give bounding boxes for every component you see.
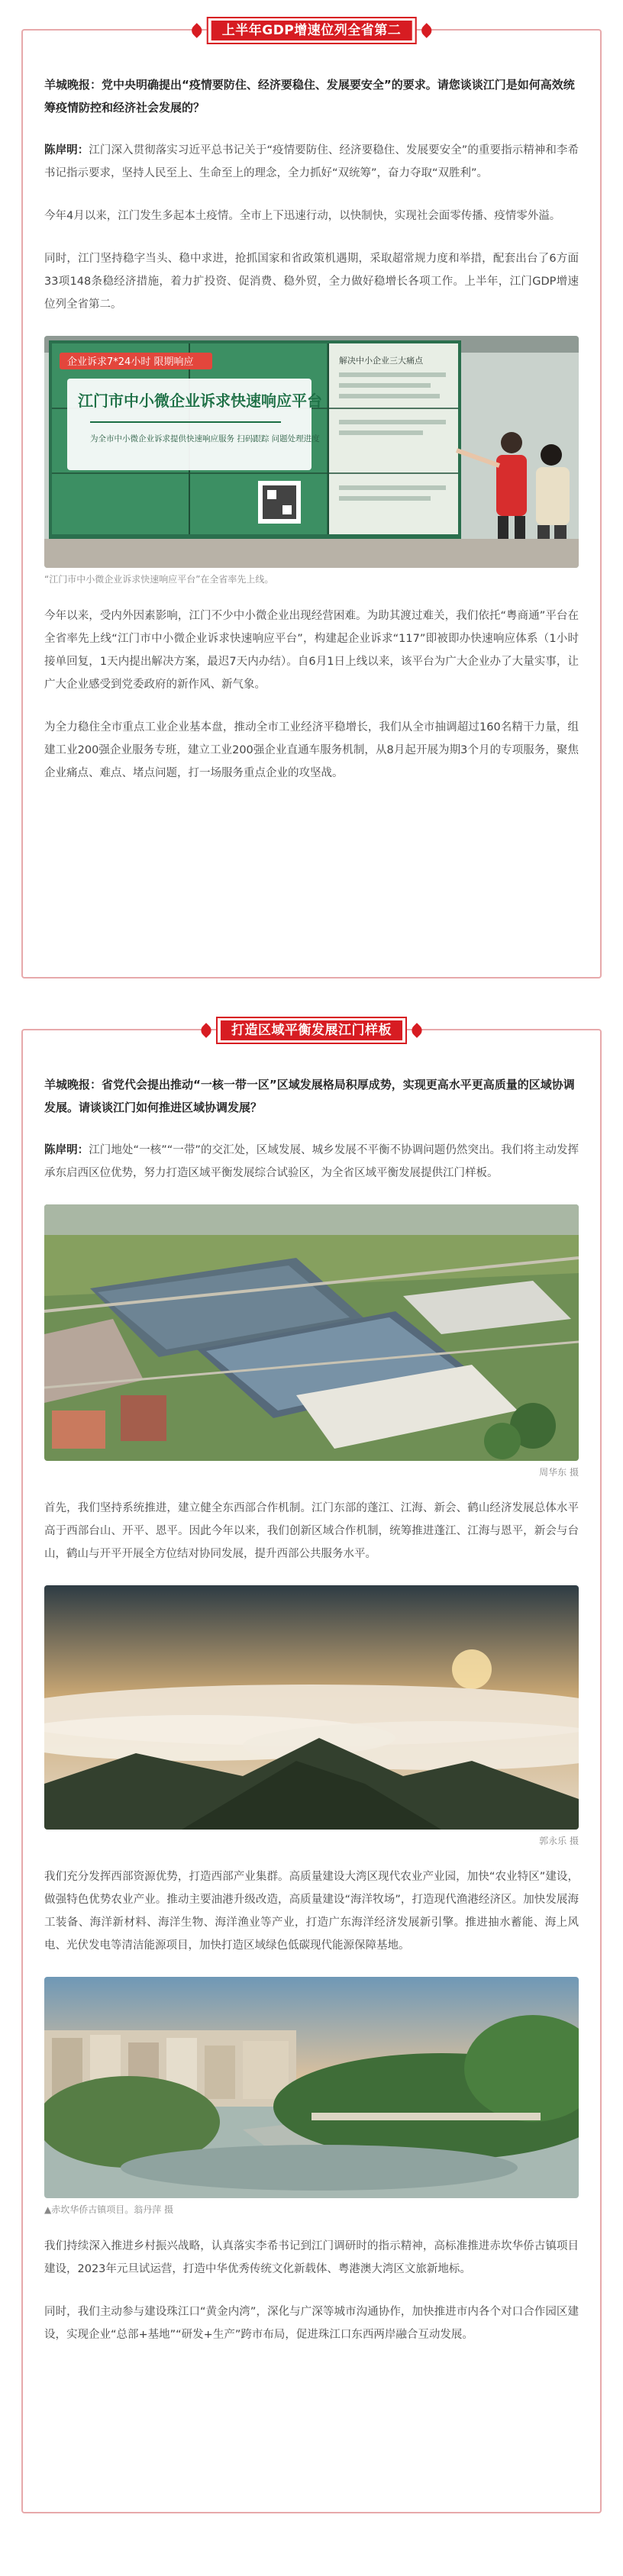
interview-question: 羊城晚报：党中央明确提出“疫情要防住、经济要稳住、发展要安全”的要求。请您谈谈江门是如何高效统筹疫情防控和经济社会发展的？ <box>44 78 575 114</box>
speaker-label: 陈岸明： <box>44 1144 89 1156</box>
photo-chikan-town <box>44 1977 579 2198</box>
section-title-banner <box>196 1017 427 1044</box>
photo-credit: 周华东 摄 <box>539 1467 579 1478</box>
answer-paragraph: 陈岸明：江门深入贯彻落实习近平总书记关于“疫情要防住、经济要稳住、发展要安全”的重要指示精神和李希书记指示要求，坚持人民至上、生命至上的理念，全力抓好“双统筹”，奋力夺取“双胜利”。 <box>44 144 579 179</box>
paragraph: 为全力稳住全市重点工业企业基本盘，推动全市工业经济平稳增长，我们从全市抽调超过160名精干力量，组建工业200强企业服务专班，建立工业200强企业直通车服务机制，从8月起开展为期3个月的专项服务，聚焦企业痛点、难点、堵点问题，打一场服务重点企业的攻坚战。 <box>44 721 579 779</box>
interview-question: 羊城晚报：省党代会提出推动“一核一带一区”区域发展格局积厚成势，实现更高水平更高质量的区域协调发展。请谈谈江门如何推进区域协调发展？ <box>44 1078 575 1114</box>
paragraph: 首先，我们坚持系统推进，建立健全东西部合作机制。江门东部的蓬江、江海、新会、鹤山经济发展总体水平高于西部台山、开平、恩平。因此今年以来，我们创新区域合作机制，统筹推进蓬江、江海与恩平，新会与台山，鹤山与开平开展全方位结对协同发展，提升西部公共服务水平。 <box>44 1502 579 1560</box>
screen-body-text: 为全市中小微企业诉求提供快速响应服务 扫码跟踪 问题处理进度 <box>90 434 320 443</box>
leaf-icon <box>418 23 434 38</box>
platform-photo-illustration <box>44 336 579 568</box>
photo-caption: “江门市中小微企业诉求快速响应平台”在全省率先上线。 <box>44 574 274 585</box>
paragraph: 今年以来，受内外因素影响，江门不少中小微企业出现经营困难。为助其渡过难关，我们依托“粤商通”平台在全省率先上线“江门市中小微企业诉求快速响应平台”，构建起企业诉求“117”即被即办快速响应体系（1小时接单回复，1天内提出解决方案，最迟7天内办结）。自6月1日上线以来，该平台为广大企业办了大量实事，让广大企业感受到党委政府的新作风、新气象。 <box>44 610 579 691</box>
section-title-banner <box>187 17 437 44</box>
paragraph: 我们充分发挥西部资源优势，打造西部产业集群。高质量建设大湾区现代农业产业园，加快“农业特区”建设，做强特色优势农业产业。推动主要油港升级改造，高质量建设“海洋牧场”，打造现代渔港经济区。加快发展海工装备、海洋新材料、海洋生物、海洋渔业等产业，打造广东海洋经济发展新引擎。推进抽水蓄能、海上风电、光伏发电等清洁能源项目，加快打造区域绿色低碳现代能源保障基地。 <box>44 1871 579 1952</box>
clouds-illustration <box>44 1585 579 1830</box>
photo-credit: 郭永乐 摄 <box>539 1836 579 1846</box>
leaf-icon <box>409 1023 424 1038</box>
photo-industrial-park <box>44 1204 579 1461</box>
paragraph: 同时，我们主动参与建设珠江口“黄金内湾”，深化与广深等城市沟通协作，加快推进市内各个对口合作园区建设，实现企业“总部+基地”“研发+生产”跨市布局，促进珠江口东西两岸融合互动发展。 <box>44 2306 579 2341</box>
industrial-park-illustration <box>44 1204 579 1461</box>
section-gdp <box>21 23 602 978</box>
section-title: 打造区域平衡发展江门样板 <box>221 1020 402 1040</box>
photo-platform-screen <box>44 336 579 568</box>
section-title: 上半年GDP增速位列全省第二 <box>211 21 412 40</box>
screen-title-text: 江门市中小微企业诉求快速响应平台 <box>78 392 322 410</box>
leaf-icon <box>199 1023 214 1038</box>
screen-banner-text: 企业诉求7*24小时 限期响应 <box>67 356 194 368</box>
screen-right-title: 解决中小企业三大痛点 <box>339 356 423 366</box>
photo-sea-of-clouds <box>44 1585 579 1830</box>
chikan-illustration <box>44 1977 579 2198</box>
paragraph: 我们持续深入推进乡村振兴战略，认真落实李希书记到江门调研时的指示精神，高标准推进赤坎华侨古镇项目建设，2023年元旦试运营，打造中华优秀传统文化新载体、粤港澳大湾区文旅新地标。 <box>44 2240 579 2275</box>
section-regional <box>21 1023 602 2513</box>
answer-paragraph: 陈岸明：江门地处“一核”“一带”的交汇处，区域发展、城乡发展不平衡不协调问题仍然突出。我们将主动发挥承东启西区位优势，努力打造区域平衡发展综合试验区，为全省区域平衡发展提供江门样板。 <box>44 1144 579 1179</box>
paragraph: 同时，江门坚持稳字当头、稳中求进，抢抓国家和省政策机遇期，采取超常规力度和举措，配套出台了6方面33项148条稳经济措施，着力扩投资、促消费、稳外贸，全力做好稳增长各项工作。上半年，江门GDP增速位列全省第二。 <box>44 253 579 311</box>
speaker-label: 陈岸明： <box>44 144 89 156</box>
leaf-icon <box>189 23 205 38</box>
photo-caption: ▲赤坎华侨古镇项目。翁丹萍 摄 <box>44 2204 174 2215</box>
paragraph: 今年4月以来，江门发生多起本土疫情。全市上下迅速行动，以快制快，实现社会面零传播、疫情零外溢。 <box>44 210 561 222</box>
